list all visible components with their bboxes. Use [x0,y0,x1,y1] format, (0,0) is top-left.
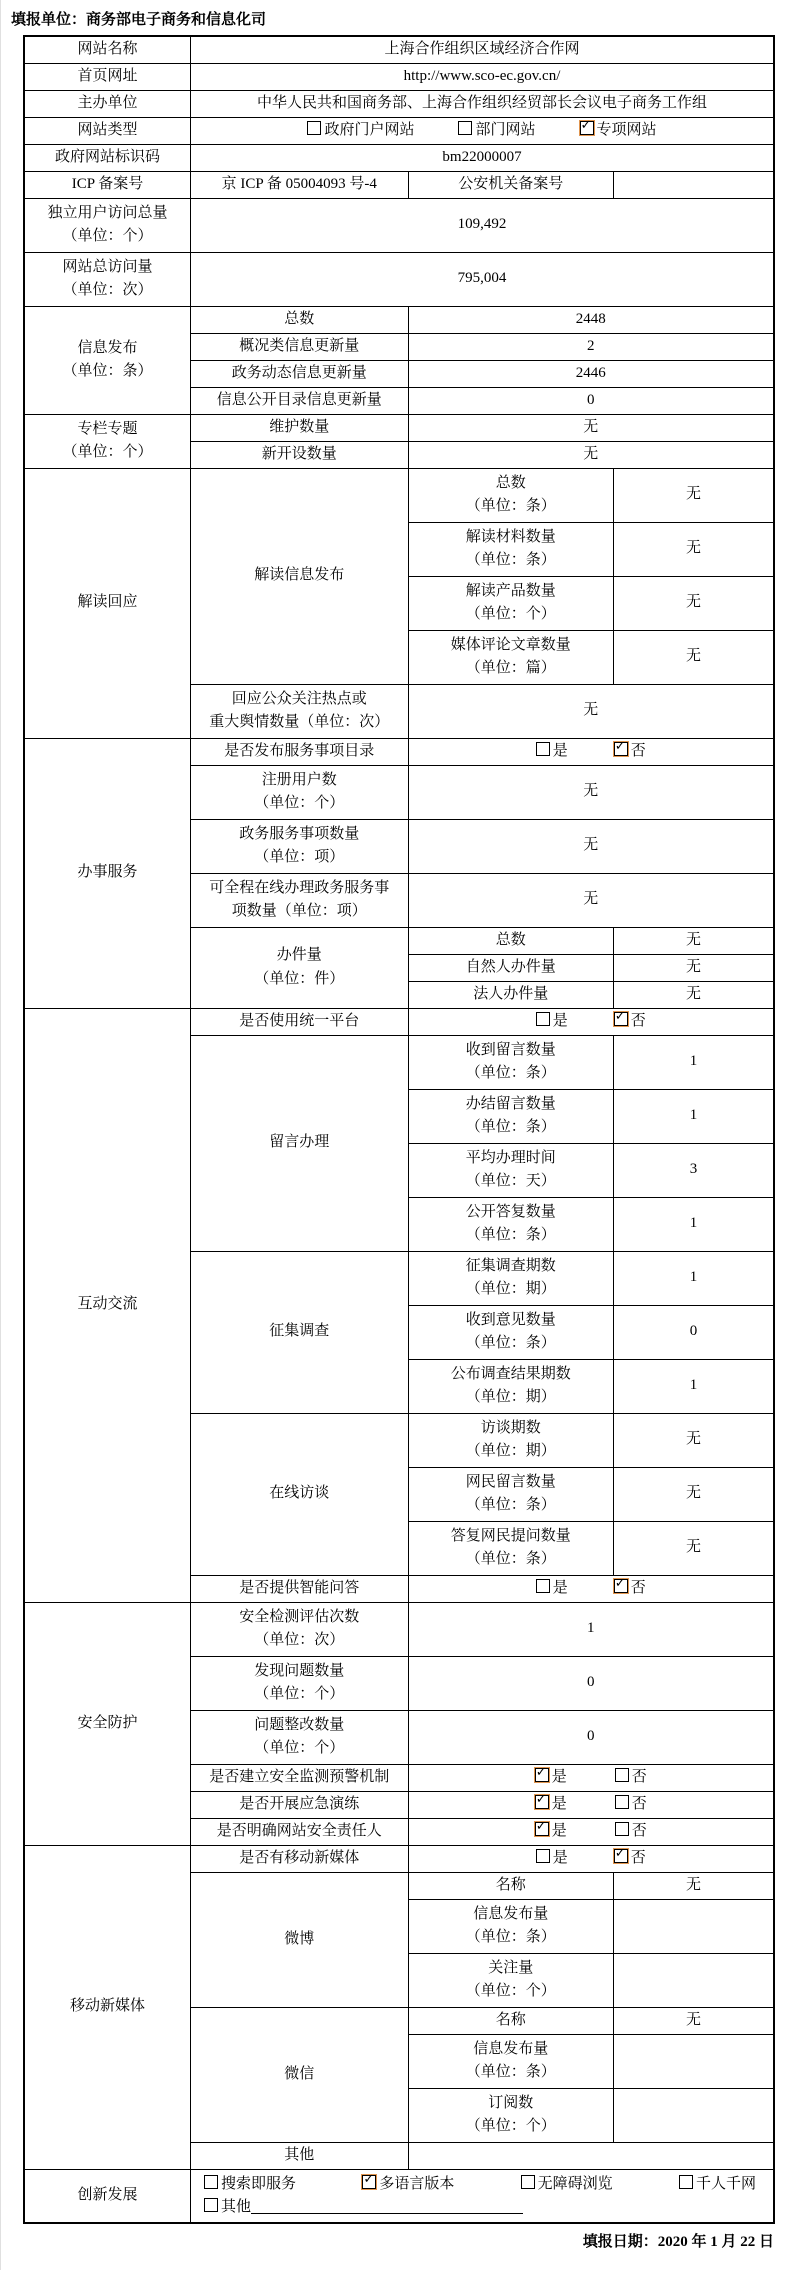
weibo-row-value: 无 [614,1872,775,1899]
section-security: 安全防护 [24,1602,191,1845]
label-line2: （单位：条） [465,1497,556,1513]
row-site-type [24,117,774,144]
wechat-row-label [408,2034,614,2088]
wechat-row-value: 无 [614,2007,775,2034]
volume-row-label: 自然人办件量 [408,954,614,981]
label-line1: 独立用户访问总量 [47,204,168,221]
label-line1: 收到留言数量 [465,1041,556,1058]
security-row-value: 1 [408,1602,774,1656]
checkbox-icon[interactable] [536,1579,550,1593]
info-release-row-label: 总数 [191,306,409,333]
security-check-label: 是否建立安全监测预警机制 [191,1764,409,1791]
service-volume-label [191,927,409,1008]
checkbox-label: 专项网站 [596,121,657,138]
label-line1: 解读产品数量 [465,582,556,599]
survey-row-value: 1 [614,1359,775,1413]
has-new-media-options [408,1845,774,1872]
interview-row-label [408,1467,614,1521]
label-line2: 重大舆情数量（单位：次） [209,714,390,730]
yes-option[interactable] [536,1010,568,1033]
section-services: 办事服务 [24,738,191,1008]
interp-response-label [191,684,409,738]
label-line2: （单位：个） [465,2118,556,2134]
info-release-row-value: 2448 [408,306,774,333]
icp-label: ICP 备案号 [24,171,191,198]
site-code-value: bm22000007 [191,144,775,171]
survey-row-value: 1 [614,1251,775,1305]
label-line1: 办件量 [276,947,322,964]
interview-row-label [408,1413,614,1467]
volume-row-value: 无 [614,954,775,981]
no-option[interactable] [615,1766,647,1789]
checkbox-label: 否 [631,1768,647,1785]
label-line2: （单位：条） [465,2064,556,2080]
section-unit: （单位：个） [62,444,153,460]
survey-label: 征集调查 [191,1251,409,1413]
info-release-row-value: 0 [408,387,774,414]
security-row-label [191,1710,409,1764]
interp-row-value: 无 [614,630,775,684]
interp-row-value: 无 [614,576,775,630]
interview-row-value: 无 [614,1467,775,1521]
volume-row-value: 无 [614,927,775,954]
yes-option[interactable] [535,1793,567,1816]
checkbox-icon[interactable] [536,1012,550,1026]
innovation-option-other[interactable] [204,2199,251,2215]
site-type-option-department[interactable] [458,119,535,142]
innovation-option-personalized[interactable] [679,2173,756,2196]
service-row-label [191,765,409,819]
service-row-value: 无 [408,819,774,873]
site-type-option-portal[interactable] [307,119,414,142]
wechat-row-value [614,2088,775,2142]
report-table [23,35,775,2224]
label-line1: 可全程在线办理政务服务事 [209,879,390,896]
checkbox-label: 是 [552,1579,568,1596]
interp-row-value: 无 [614,468,775,522]
label-line2: （单位：期） [465,1389,556,1405]
organizer-label: 主办单位 [24,90,191,117]
label-line1: 发现问题数量 [254,1662,345,1679]
weibo-row-value [614,1899,775,1953]
label-line2: （单位：件） [254,970,345,987]
yes-option[interactable] [535,1820,567,1843]
no-option[interactable] [614,1010,646,1033]
label-line2: （单位：次） [254,1632,345,1648]
checkbox-icon[interactable] [536,1849,550,1863]
label-line1: 回应公众关注热点或 [231,690,367,707]
label-line2: （单位：条） [465,498,556,514]
security-row-value: 0 [408,1710,774,1764]
yes-option[interactable] [535,1766,567,1789]
row-unique-visitors [24,198,774,252]
volume-row-label: 法人办件量 [408,981,614,1008]
label-line2: （单位：个） [254,1740,345,1756]
wechat-row-label: 名称 [408,2007,614,2034]
yes-option[interactable] [536,1847,568,1870]
row-innovation [24,2169,774,2223]
security-row-label [191,1602,409,1656]
service-row-value: 无 [408,765,774,819]
label-line1: 公布调查结果期数 [450,1365,571,1382]
label-line2: （单位：条） [465,1227,556,1243]
site-name-value: 上海合作组织区域经济合作网 [191,36,775,63]
row-security-assess [24,1602,774,1656]
label-line1: 安全检测评估次数 [239,1608,360,1625]
label-line2: （单位：篇） [465,660,556,676]
section-interaction: 互动交流 [24,1008,191,1602]
site-type-option-special[interactable] [580,119,657,142]
checkbox-label: 是 [551,1768,567,1785]
topics-row-label: 新开设数量 [191,441,409,468]
checkbox-icon[interactable] [535,1768,549,1782]
msg-row-label [408,1197,614,1251]
checkbox-icon[interactable] [204,2175,218,2189]
smart-qa-options [408,1575,774,1602]
weibo-row-label [408,1899,614,1953]
security-check-label: 是否开展应急演练 [191,1791,409,1818]
wechat-row-value [614,2034,775,2088]
label-line1: 解读材料数量 [465,528,556,545]
total-visits-label [24,252,191,306]
label-line1: 信息发布量 [473,1905,549,1922]
msg-row-value: 1 [614,1197,775,1251]
interp-response-value: 无 [408,684,774,738]
section-unit: （单位：条） [62,363,153,379]
checkbox-icon[interactable] [615,1795,629,1809]
survey-row-label [408,1251,614,1305]
innovation-options [191,2169,775,2223]
row-site-name [24,36,774,63]
row-organizer [24,90,774,117]
msg-row-label [408,1143,614,1197]
checkbox-icon[interactable] [615,1822,629,1836]
site-code-label: 政府网站标识码 [24,144,191,171]
yes-option[interactable] [536,1577,568,1600]
interp-row-label [408,468,614,522]
yes-option[interactable] [536,740,568,763]
checkbox-label: 是 [551,1795,567,1812]
security-check-options [408,1818,774,1845]
checkbox-label: 部门网站 [475,121,536,138]
checkbox-icon[interactable] [614,1579,628,1593]
topics-row-value: 无 [408,441,774,468]
security-row-label [191,1656,409,1710]
volume-row-value: 无 [614,981,775,1008]
label-line1: 网站总访问量 [62,258,153,275]
label-line1: 问题整改数量 [254,1716,345,1733]
section-label: 专栏专题 [77,420,138,437]
no-option[interactable] [614,740,646,763]
info-release-row-label: 概况类信息更新量 [191,333,409,360]
section-info-release [24,306,191,414]
label-line2: （单位：条） [465,552,556,568]
row-info-release-total [24,306,774,333]
label-line2: （单位：次） [62,282,153,298]
security-check-label: 是否明确网站安全责任人 [191,1818,409,1845]
weibo-row-value [614,1953,775,2007]
info-release-row-label: 信息公开目录信息更新量 [191,387,409,414]
interview-row-label [408,1521,614,1575]
checkbox-icon[interactable] [307,121,321,135]
row-home-url [24,63,774,90]
label-line2: （单位：个） [465,606,556,622]
checkbox-icon[interactable] [614,1849,628,1863]
info-release-row-value: 2446 [408,360,774,387]
checkbox-label: 多语言版本 [379,2175,455,2192]
label-line2: （单位：个） [465,1983,556,1999]
label-line2: （单位：条） [465,1065,556,1081]
row-topics-maintained [24,414,774,441]
checkbox-icon[interactable] [521,2175,535,2189]
checkbox-label: 政府门户网站 [324,121,415,138]
interp-row-label [408,630,614,684]
media-other-label: 其他 [191,2142,409,2169]
interp-row-label [408,576,614,630]
innovation-option-search[interactable] [204,2173,296,2196]
checkbox-icon[interactable] [535,1795,549,1809]
checkbox-label: 无障碍浏览 [537,2175,613,2192]
label-line1: 征集调查期数 [465,1257,556,1274]
unified-platform-options [408,1008,774,1035]
checkbox-label: 千人千网 [695,2175,756,2192]
topics-row-value: 无 [408,414,774,441]
volume-row-label: 总数 [408,927,614,954]
section-new-media: 移动新媒体 [24,1845,191,2169]
info-release-row-label: 政务动态信息更新量 [191,360,409,387]
unique-visitors-value: 109,492 [191,198,775,252]
row-interp-total [24,468,774,522]
label-line2: （单位：条） [465,1335,556,1351]
checkbox-icon[interactable] [535,1822,549,1836]
info-release-row-value: 2 [408,333,774,360]
label-line2: （单位：条） [465,1929,556,1945]
msg-row-label [408,1035,614,1089]
label-line1: 收到意见数量 [465,1311,556,1328]
checkbox-label: 是 [551,1822,567,1839]
message-handling-label: 留言办理 [191,1035,409,1251]
site-name-label: 网站名称 [24,36,191,63]
icp-value: 京 ICP 备 05004093 号-4 [191,171,409,198]
no-option[interactable] [614,1847,646,1870]
label-line1: 办结留言数量 [465,1095,556,1112]
section-innovation: 创新发展 [24,2169,191,2223]
security-record-value [614,171,775,198]
label-line1: 公开答复数量 [465,1203,556,1220]
label-line1: 平均办理时间 [465,1149,556,1166]
label-line1: 网民留言数量 [465,1473,556,1490]
label-line2: （单位：天） [465,1173,556,1189]
row-service-catalog [24,738,774,765]
label-line1: 注册用户数 [261,771,337,788]
row-site-code [24,144,774,171]
label-line1: 关注量 [488,1959,534,1976]
wechat-row-label [408,2088,614,2142]
unique-visitors-label [24,198,191,252]
wechat-label: 微信 [191,2007,409,2142]
site-type-options [191,117,775,144]
interp-row-label [408,522,614,576]
interview-row-value: 无 [614,1521,775,1575]
topics-row-label: 维护数量 [191,414,409,441]
label-line1: 答复网民提问数量 [450,1527,571,1544]
service-catalog-label: 是否发布服务事项目录 [191,738,409,765]
label-line2: （单位：期） [465,1281,556,1297]
checkbox-label: 其他 [221,2198,252,2215]
msg-row-value: 3 [614,1143,775,1197]
label-line1: 访谈期数 [480,1419,541,1436]
row-icp [24,171,774,198]
service-row-label [191,819,409,873]
no-option[interactable] [615,1793,647,1816]
label-line2: （单位：个） [62,228,153,244]
checkbox-label: 否 [630,1012,646,1029]
no-option[interactable] [615,1820,647,1843]
service-row-label [191,873,409,927]
label-line1: 信息发布量 [473,2040,549,2057]
survey-row-label [408,1305,614,1359]
checkbox-label: 否 [630,742,646,759]
row-unified-platform [24,1008,774,1035]
site-type-label: 网站类型 [24,117,191,144]
interp-row-value: 无 [614,522,775,576]
interview-label: 在线访谈 [191,1413,409,1575]
checkbox-icon[interactable] [204,2198,218,2212]
checkbox-label: 是 [552,742,568,759]
total-visits-value: 795,004 [191,252,775,306]
checkbox-label: 否 [630,1579,646,1596]
checkbox-label: 否 [631,1822,647,1839]
label-line2: （单位：个） [254,795,345,811]
security-row-value: 0 [408,1656,774,1710]
security-check-options [408,1764,774,1791]
label-line2: （单位：个） [254,1686,345,1702]
checkbox-icon[interactable] [458,121,472,135]
checkbox-icon[interactable] [580,121,594,135]
security-check-options [408,1791,774,1818]
row-total-visits [24,252,774,306]
checkbox-icon[interactable] [536,742,550,756]
unified-platform-label: 是否使用统一平台 [191,1008,409,1035]
innovation-option-accessible[interactable] [521,2173,613,2196]
section-special-topics [24,414,191,468]
home-url-value: http://www.sco-ec.gov.cn/ [191,63,775,90]
label-line2: （单位：条） [465,1551,556,1567]
smart-qa-label: 是否提供智能问答 [191,1575,409,1602]
row-has-new-media [24,1845,774,1872]
checkbox-icon[interactable] [614,1012,628,1026]
survey-row-label [408,1359,614,1413]
no-option[interactable] [614,1577,646,1600]
label-line2: 项数量（单位：项） [231,903,367,919]
section-label: 信息发布 [77,339,138,356]
checkbox-label: 是 [552,1849,568,1866]
checkbox-icon[interactable] [362,2175,376,2189]
checkbox-label: 是 [552,1012,568,1029]
media-other-value [408,2142,774,2169]
has-new-media-label: 是否有移动新媒体 [191,1845,409,1872]
msg-row-label [408,1089,614,1143]
security-record-label: 公安机关备案号 [408,171,614,198]
section-interpretation: 解读回应 [24,468,191,738]
checkbox-icon[interactable] [679,2175,693,2189]
weibo-row-label [408,1953,614,2007]
other-blank-line[interactable] [251,2199,523,2214]
checkbox-icon[interactable] [615,1768,629,1782]
interview-row-value: 无 [614,1413,775,1467]
home-url-label: 首页网址 [24,63,191,90]
checkbox-label: 搜索即服务 [221,2175,297,2192]
service-row-value: 无 [408,873,774,927]
msg-row-value: 1 [614,1035,775,1089]
interp-release-label: 解读信息发布 [191,468,409,684]
label-line2: （单位：期） [465,1443,556,1459]
label-line2: （单位：条） [465,1119,556,1135]
checkbox-icon[interactable] [614,742,628,756]
organizer-value: 中华人民共和国商务部、上海合作组织经贸部长会议电子商务工作组 [191,90,775,117]
weibo-row-label: 名称 [408,1872,614,1899]
checkbox-label: 否 [630,1849,646,1866]
weibo-label: 微博 [191,1872,409,2007]
label-line1: 订阅数 [488,2094,534,2111]
service-catalog-options [408,738,774,765]
msg-row-value: 1 [614,1089,775,1143]
label-line1: 总数 [495,474,526,491]
label-line1: 媒体评论文章数量 [450,636,571,653]
report-date: 填报日期：2020 年 1 月 22 日 [582,2234,774,2250]
survey-row-value: 0 [614,1305,775,1359]
checkbox-label: 否 [631,1795,647,1812]
report-unit-title: 填报单位：商务部电子商务和信息化司 [11,11,267,28]
innovation-option-multilang[interactable] [362,2173,454,2196]
label-line2: （单位：项） [254,849,345,865]
label-line1: 政务服务事项数量 [239,825,360,842]
